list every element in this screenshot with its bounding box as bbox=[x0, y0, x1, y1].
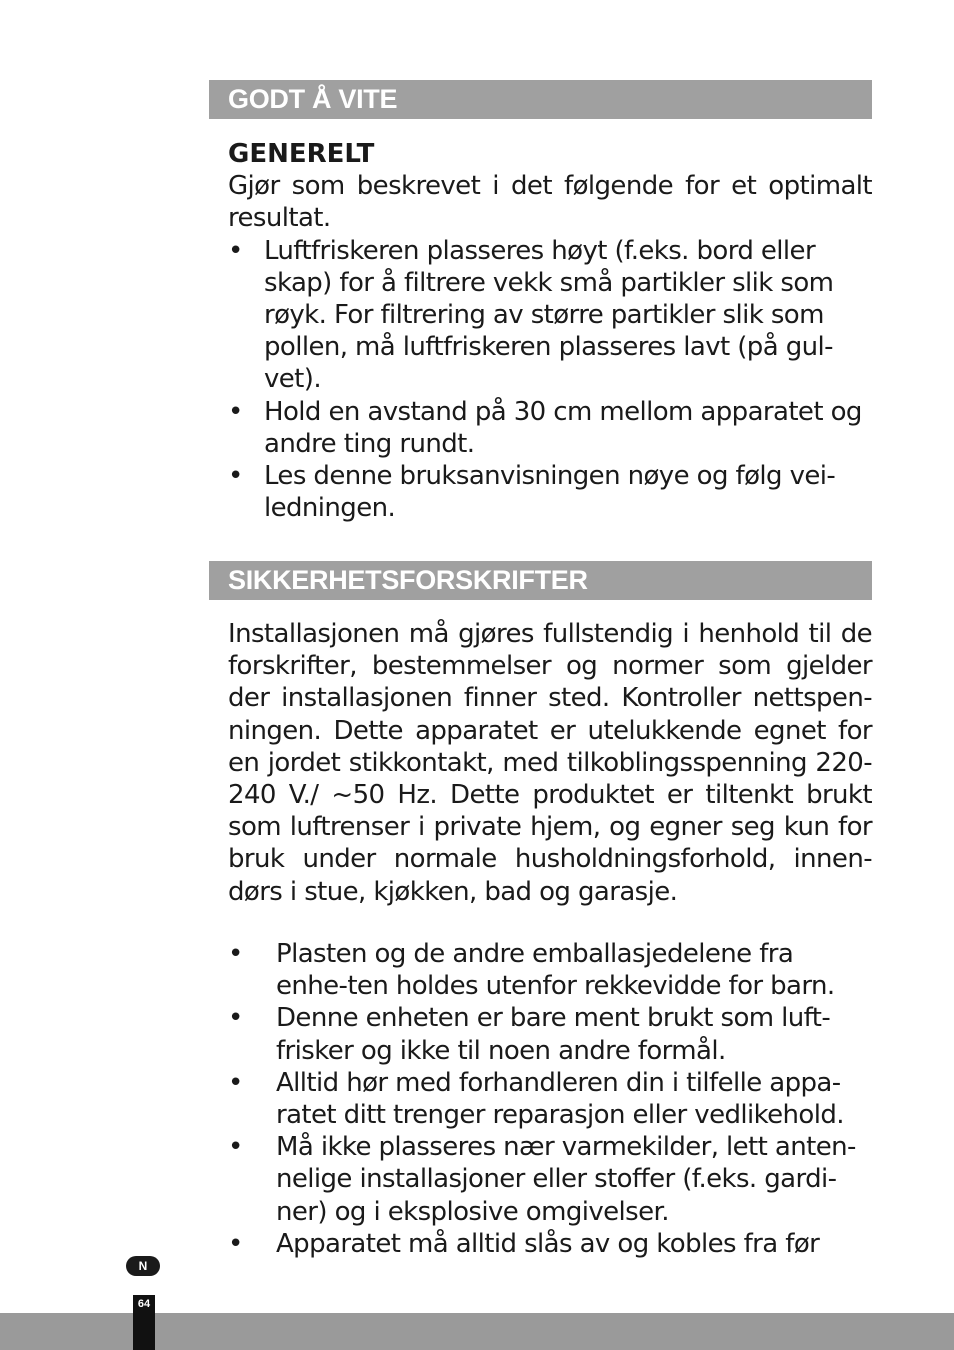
subheading-generelt: GENERELT bbox=[228, 139, 375, 169]
section-header-good-to-know: GODT Å VITE bbox=[209, 80, 872, 119]
list-item bbox=[228, 1228, 872, 1260]
language-badge: N bbox=[126, 1256, 160, 1276]
list-item-text: Luftfriskeren plasseres høyt (f.eks. bord eller skap) for å filtrere vekk små partikler slik som røyk. For filtrering av større partikler slik som pollen, må luftfriskeren plasseres lavt (på gul-vet). bbox=[264, 235, 834, 395]
bullet-icon: • bbox=[228, 461, 243, 492]
bullet-icon: • bbox=[228, 1228, 243, 1259]
general-bullet-list bbox=[228, 235, 872, 525]
list-item bbox=[228, 1002, 872, 1066]
safety-bullet-list bbox=[228, 938, 872, 1260]
bullet-icon: • bbox=[228, 939, 243, 969]
list-item-text: Apparatet må alltid slås av og kobles fra før bbox=[276, 1228, 820, 1259]
list-item-text: Hold en avstand på 30 cm mellom apparatet og andre ting rundt. bbox=[264, 396, 862, 459]
list-item-text: Denne enheten er bare ment brukt som luft-frisker og ikke til noen andre formål. bbox=[276, 1003, 831, 1066]
list-item-text: Les denne bruksanvisningen nøye og følg vei-ledningen. bbox=[264, 461, 836, 524]
intro-paragraph: Gjør som beskrevet i det følgende for et optimalt resultat. bbox=[228, 171, 872, 234]
bullet-icon: • bbox=[228, 1003, 243, 1034]
list-item bbox=[228, 460, 872, 524]
bullet-icon: • bbox=[228, 1132, 243, 1163]
section-safety bbox=[228, 618, 872, 908]
list-item bbox=[228, 1067, 872, 1131]
list-item bbox=[228, 235, 872, 396]
page-number: 64 bbox=[137, 1298, 151, 1310]
bullet-icon: • bbox=[228, 396, 243, 427]
safety-paragraph: Installasjonen må gjøres fullstendig i henhold til de forskrifter, bestemmelser og normer som gjelder der installasjonen finner sted. Kontroller nettspen-ningen. Dette apparatet er utelukkende egnet for en jordet stikkontakt, med tilkoblingsspenning 220-240 V./ ~50 Hz. Dette produktet er tiltenkt brukt som luftrenser i private hjem, og egner seg kun for bruk under normale husholdningsforhold, innen-dørs i stue, kjøkken, bad og garasje. bbox=[228, 619, 872, 907]
bullet-icon: • bbox=[228, 1067, 243, 1098]
list-item-text: Plasten og de andre emballasjedelene fra enhe-ten holdes utenfor rekkevidde for barn. bbox=[276, 939, 835, 1002]
bullet-icon: • bbox=[228, 235, 243, 266]
section-good-to-know bbox=[228, 138, 872, 524]
list-item-text: Må ikke plasseres nær varmekilder, lett anten-nelige installasjoner eller stoffer (f.eks. gardi-ner) og i eksplosive omgivelser. bbox=[276, 1132, 856, 1227]
section-header-safety: SIKKERHETSFORSKRIFTER bbox=[209, 561, 872, 600]
safety-bullet-block bbox=[228, 938, 872, 1260]
list-item bbox=[228, 396, 872, 460]
list-item-text: Alltid hør med forhandleren din i tilfelle appa-ratet ditt trenger reparasjon eller vedlikehold. bbox=[276, 1067, 844, 1131]
list-item bbox=[228, 1131, 872, 1228]
list-item bbox=[228, 938, 872, 1002]
